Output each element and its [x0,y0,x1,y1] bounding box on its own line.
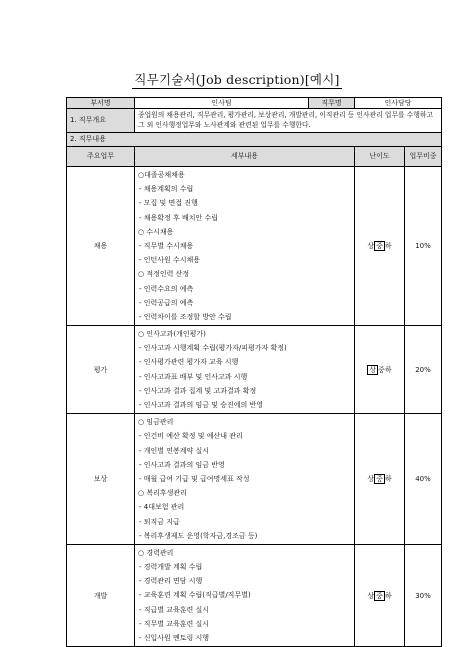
detail-cell [135,326,355,414]
detail-item: - 복리후생제도 운영(학자금,경조금 등) [139,531,258,540]
weight-cell: 20% [405,326,442,414]
difficulty-level: 중 [378,365,385,374]
difficulty-level: 상 [367,591,375,600]
duty-row [67,326,442,414]
detail-item: ○ 복리후생관리 [138,489,187,498]
detail-item: - 경력개발 계획 수립 [139,563,203,572]
detail-cell [135,167,355,326]
detail-item: ○ 경력관리 [138,548,174,557]
detail-item: - 신입사원 멘토링 시행 [139,634,210,642]
main-duty-cell: 개발 [67,544,135,646]
dept-value: 인사팀 [135,98,309,109]
dept-label: 부서명 [67,98,135,109]
detail-item: ○ 임금관리 [138,418,174,427]
col-main-duty: 주요업무 [67,147,135,167]
detail-item: - 인력차이를 조정할 방안 수립 [139,312,232,321]
main-duty-cell: 평가 [67,326,135,414]
difficulty-level: 상 [369,365,377,374]
detail-item: - 4대보험 관리 [139,503,185,512]
weight-cell: 10% [405,167,442,326]
overview-label: 1. 직무개요 [67,109,135,133]
difficulty-level: 하 [384,475,392,483]
detail-item: - 인사고과 시행계획 수립(평가자/피평가자 확정) [139,344,287,353]
detail-item: - 인사고과 결과 집계 및 고과결과 확정 [139,386,257,395]
detail-item: - 직무별 교육훈련 실시 [139,619,210,628]
detail-item: - 인턴사원 수시채용 [139,256,201,265]
detail-item: - 교육훈련 계획 수립(직급별/직무별) [139,591,251,600]
content-label: 2. 직무내용 [67,133,442,147]
document-title: 직무기술서(Job description)[예시] [134,72,340,87]
difficulty-cell [355,544,405,646]
weight-cell: 30% [405,544,442,646]
difficulty-cell [355,167,405,326]
detail-item: ○ 적정인력 산정 [138,270,190,279]
detail-item: ○대졸공채채용 [138,171,185,179]
detail-item: - 채용확정 후 배치안 수립 [139,213,219,222]
detail-item: - 인사고과표 배부 및 인사고과 시행 [139,372,248,381]
col-weight: 업무비중 [405,147,442,167]
detail-item: - 매월 급여 기급 및 급여명세표 작성 [139,474,250,483]
col-detail: 세부내용 [135,147,355,167]
difficulty-level: 하 [384,242,392,250]
difficulty-level: 중 [376,591,383,600]
detail-item: - 직무별 수시채용 [139,241,194,250]
detail-item: - 인력공급의 예측 [139,298,194,307]
detail-item: - 직급별 교육훈련 실시 [139,605,210,614]
difficulty-cell [355,326,405,414]
detail-item: ○ 수시채용 [138,227,174,236]
difficulty-cell [355,414,405,545]
duty-row [67,167,442,326]
difficulty-level: 하 [384,365,392,374]
difficulty-level: 상 [367,475,375,483]
overview-text: 종업원의 채용관리, 직무관리, 평가관리, 보상관리, 개발관리, 이직관리 등 인사관리 업무를 수행하고 그 외 인사행정업무와 노사관계와 관련된 업무를 수행한다. [135,109,442,133]
detail-cell [135,544,355,646]
job-label: 직무명 [309,98,355,109]
difficulty-level: 하 [384,591,392,600]
detail-item: - 퇴직금 지급 [139,517,180,526]
weight-cell: 40% [405,414,442,545]
detail-item: - 인사평가관련 평가자 교육 시행 [139,358,239,367]
detail-item: - 인건비 예산 확정 및 예산내 관리 [139,432,243,441]
main-duty-cell: 보상 [67,414,135,545]
job-description-table [66,97,442,647]
detail-item: - 경력관리 면담 시행 [139,577,203,586]
difficulty-level: 상 [367,242,375,250]
duty-row [67,544,442,646]
detail-item: - 채용계획의 수립 [139,185,194,194]
detail-item: - 모집 및 면접 진행 [139,199,198,208]
detail-item: ○ 인사고과(개인평가) [138,330,206,339]
detail-cell [135,414,355,545]
main-duty-cell: 채용 [67,167,135,326]
difficulty-level: 중 [376,242,383,250]
col-difficulty: 난이도 [355,147,405,167]
detail-item: - 인사고과 결과의 임금 및 승진에의 반영 [139,401,264,409]
job-value: 인사담당 [355,98,442,109]
difficulty-level: 중 [376,475,383,483]
detail-item: - 인력수요의 예측 [139,284,194,293]
duty-row [67,414,442,545]
detail-item: - 개인별 연봉계약 실시 [139,446,210,455]
detail-item: - 인사고과 결과의 임금 반영 [139,460,225,469]
